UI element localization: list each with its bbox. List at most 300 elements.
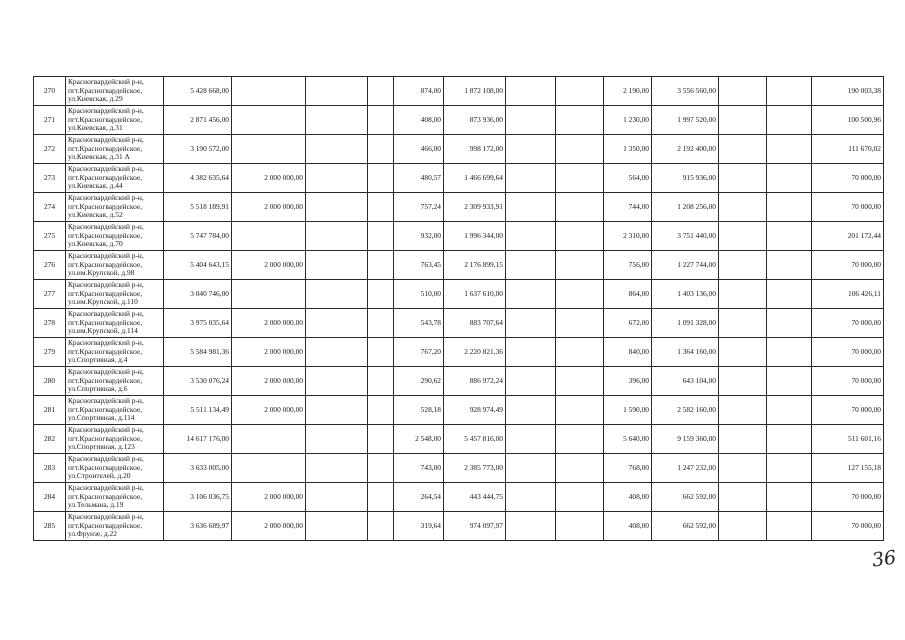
empty-cell [306,338,368,367]
address-cell [66,280,164,309]
budget-funds-cell: 2 000 000,00 [232,367,306,396]
address-cell [66,483,164,512]
address-line: пгт.Красногвардейское, [68,346,143,356]
total-cost-cell: 3 190 572,00 [164,135,232,164]
empty-cell [368,193,394,222]
table-row [34,193,884,222]
area-2-cell: 1 590,00 [604,396,652,425]
address-cell [66,77,164,106]
address-cell [66,396,164,425]
cost-1-cell: 443 444,75 [444,483,506,512]
budget-funds-cell [232,77,306,106]
area-2-cell: 840,00 [604,338,652,367]
empty-cell [506,135,556,164]
table-row [34,367,884,396]
address-line: пгт.Красногвардейское, [68,85,143,95]
area-2-cell: 744,00 [604,193,652,222]
cost-1-cell: 883 707,64 [444,309,506,338]
empty-cell [719,77,767,106]
empty-cell [719,309,767,338]
area-2-cell: 408,00 [604,483,652,512]
address-line: пгт.Красногвардейское, [68,462,143,472]
empty-cell [506,193,556,222]
empty-cell [506,309,556,338]
cost-1-cell: 1 996 344,00 [444,222,506,251]
total-cost-cell: 4 382 635,64 [164,164,232,193]
row-number: 279 [34,338,66,367]
empty-cell [767,512,812,541]
area-1-cell: 290,62 [394,367,444,396]
empty-cell [556,222,604,251]
expert-fee-cell: 70 000,00 [812,193,884,222]
empty-cell [719,164,767,193]
empty-cell [556,425,604,454]
budget-funds-cell: 2 000 000,00 [232,483,306,512]
expert-fee-cell: 70 000,00 [812,483,884,512]
empty-cell [368,338,394,367]
empty-cell [306,367,368,396]
row-number: 274 [34,193,66,222]
empty-cell [368,309,394,338]
table-row [34,425,884,454]
empty-cell [506,338,556,367]
table-row [34,396,884,425]
empty-cell [368,280,394,309]
empty-cell [556,251,604,280]
empty-cell [767,251,812,280]
cost-2-cell: 2 192 400,00 [652,135,719,164]
empty-cell [719,222,767,251]
area-2-cell: 756,00 [604,251,652,280]
address-cell [66,106,164,135]
expert-fee-cell: 70 000,00 [812,251,884,280]
area-2-cell: 2 310,00 [604,222,652,251]
empty-cell [767,338,812,367]
cost-1-cell: 998 172,00 [444,135,506,164]
empty-cell [506,425,556,454]
total-cost-cell: 5 584 981,36 [164,338,232,367]
empty-cell [767,367,812,396]
area-1-cell: 480,57 [394,164,444,193]
empty-cell [306,135,368,164]
empty-cell [556,396,604,425]
total-cost-cell: 14 617 176,00 [164,425,232,454]
row-number: 280 [34,367,66,396]
table-row [34,454,884,483]
empty-cell [506,454,556,483]
empty-cell [767,454,812,483]
address-line: пгт.Красногвардейское, [68,143,143,153]
address-line: Красногвардейский р-н, [68,251,144,261]
empty-cell [506,512,556,541]
empty-cell [306,309,368,338]
address-line: Красногвардейский р-н, [68,512,144,522]
empty-cell [556,367,604,396]
budget-funds-cell [232,222,306,251]
total-cost-cell: 5 428 668,00 [164,77,232,106]
cost-1-cell: 5 457 816,00 [444,425,506,454]
cost-1-cell: 2 176 899,15 [444,251,506,280]
expert-fee-cell: 70 000,00 [812,338,884,367]
address-line: Красногвардейский р-н, [68,106,144,116]
empty-cell [719,454,767,483]
address-line: ул.Спортивная, д.123 [68,442,135,452]
empty-cell [556,193,604,222]
expert-fee-cell: 190 003,38 [812,77,884,106]
empty-cell [506,164,556,193]
budget-funds-cell: 2 000 000,00 [232,164,306,193]
empty-cell [368,77,394,106]
empty-cell [767,193,812,222]
table-row [34,338,884,367]
area-2-cell: 672,00 [604,309,652,338]
empty-cell [306,222,368,251]
area-1-cell: 757,24 [394,193,444,222]
empty-cell [368,483,394,512]
total-cost-cell: 3 040 746,00 [164,280,232,309]
cost-2-cell: 1 247 232,00 [652,454,719,483]
empty-cell [556,280,604,309]
address-line: пгт.Красногвардейское, [68,288,143,298]
address-line: Красногвардейский р-н, [68,309,144,319]
row-number: 278 [34,309,66,338]
empty-cell [306,425,368,454]
budget-funds-cell [232,106,306,135]
total-cost-cell: 5 518 189,91 [164,193,232,222]
empty-cell [368,106,394,135]
empty-cell [506,106,556,135]
empty-cell [368,512,394,541]
address-cell [66,164,164,193]
area-1-cell: 466,00 [394,135,444,164]
address-line: ул.Киевская, д.31 [68,123,123,133]
empty-cell [719,367,767,396]
empty-cell [719,483,767,512]
budget-funds-cell [232,425,306,454]
address-line: Красногвардейский р-н, [68,454,144,464]
cost-1-cell: 1 466 699,64 [444,164,506,193]
empty-cell [556,512,604,541]
budget-funds-cell: 2 000 000,00 [232,512,306,541]
address-line: ул.Киевская, д.29 [68,94,123,104]
empty-cell [368,396,394,425]
empty-cell [506,396,556,425]
cost-1-cell: 873 936,00 [444,106,506,135]
table-row [34,251,884,280]
row-number: 281 [34,396,66,425]
area-1-cell: 543,78 [394,309,444,338]
address-line: пгт.Красногвардейское, [68,114,143,124]
empty-cell [767,77,812,106]
row-number: 272 [34,135,66,164]
empty-cell [306,483,368,512]
cost-1-cell: 974 097,97 [444,512,506,541]
address-line: пгт.Красногвардейское, [68,201,143,211]
address-line: Красногвардейский р-н, [68,367,144,377]
empty-cell [368,222,394,251]
cost-1-cell: 1 637 610,00 [444,280,506,309]
area-2-cell: 864,00 [604,280,652,309]
area-2-cell: 396,00 [604,367,652,396]
row-number: 282 [34,425,66,454]
total-cost-cell: 3 530 076,24 [164,367,232,396]
expert-fee-cell: 70 000,00 [812,164,884,193]
total-cost-cell: 2 871 456,00 [164,106,232,135]
area-2-cell: 564,00 [604,164,652,193]
address-line: Красногвардейский р-н, [68,396,144,406]
empty-cell [556,135,604,164]
empty-cell [556,483,604,512]
address-line: Красногвардейский р-н, [68,483,144,493]
empty-cell [368,425,394,454]
empty-cell [556,77,604,106]
table-row [34,280,884,309]
address-cell [66,251,164,280]
budget-funds-cell: 2 000 000,00 [232,251,306,280]
area-1-cell: 528,18 [394,396,444,425]
area-2-cell: 2 190,00 [604,77,652,106]
address-line: Красногвардейский р-н, [68,77,144,87]
budget-funds-cell: 2 000 000,00 [232,309,306,338]
address-line: ул.Спортивная, д.114 [68,413,135,423]
area-1-cell: 264,54 [394,483,444,512]
empty-cell [506,280,556,309]
address-line: пгт.Красногвардейское, [68,230,143,240]
expert-fee-cell: 70 000,00 [812,396,884,425]
empty-cell [556,164,604,193]
expert-fee-cell: 111 670,02 [812,135,884,164]
address-line: ул.Тельмана, д.19 [68,500,124,510]
area-2-cell: 768,00 [604,454,652,483]
cost-2-cell: 1 364 160,00 [652,338,719,367]
cost-1-cell: 886 972,24 [444,367,506,396]
cost-1-cell: 2 385 773,00 [444,454,506,483]
empty-cell [306,512,368,541]
row-number: 273 [34,164,66,193]
empty-cell [368,135,394,164]
cost-2-cell: 2 582 160,00 [652,396,719,425]
empty-cell [306,77,368,106]
address-line: пгт.Красногвардейское, [68,404,143,414]
address-line: Красногвардейский р-н, [68,280,144,290]
empty-cell [306,280,368,309]
empty-cell [719,135,767,164]
total-cost-cell: 5 747 784,00 [164,222,232,251]
empty-cell [556,454,604,483]
empty-cell [719,106,767,135]
address-cell [66,193,164,222]
empty-cell [719,396,767,425]
address-line: ул.Спортивная, д.6 [68,384,128,394]
cost-1-cell: 1 872 108,00 [444,77,506,106]
empty-cell [368,164,394,193]
budget-funds-cell [232,454,306,483]
empty-cell [556,309,604,338]
budget-funds-cell: 2 000 000,00 [232,396,306,425]
address-line: ул.Киевская, д.70 [68,239,123,249]
cost-2-cell: 1 227 744,00 [652,251,719,280]
area-1-cell: 510,00 [394,280,444,309]
total-cost-cell: 3 106 036,75 [164,483,232,512]
cost-2-cell: 1 403 136,00 [652,280,719,309]
row-number: 285 [34,512,66,541]
table-row [34,309,884,338]
empty-cell [719,193,767,222]
table-row [34,483,884,512]
empty-cell [306,193,368,222]
address-line: пгт.Красногвардейское, [68,520,143,530]
empty-cell [506,483,556,512]
cost-2-cell: 3 556 560,00 [652,77,719,106]
empty-cell [368,367,394,396]
cost-1-cell: 2 220 821,36 [444,338,506,367]
row-number: 284 [34,483,66,512]
address-line: ул.им.Крупской, д.98 [68,268,135,278]
area-1-cell: 743,00 [394,454,444,483]
empty-cell [767,425,812,454]
empty-cell [767,309,812,338]
address-line: Красногвардейский р-н, [68,425,144,435]
cost-2-cell: 1 208 256,00 [652,193,719,222]
empty-cell [767,280,812,309]
address-cell [66,454,164,483]
address-cell [66,309,164,338]
address-cell [66,425,164,454]
row-number: 277 [34,280,66,309]
table-row [34,106,884,135]
total-cost-cell: 3 636 689,97 [164,512,232,541]
area-1-cell: 767,20 [394,338,444,367]
empty-cell [368,454,394,483]
empty-cell [767,164,812,193]
empty-cell [306,251,368,280]
empty-cell [306,454,368,483]
empty-cell [719,338,767,367]
area-2-cell: 5 640,00 [604,425,652,454]
cost-1-cell: 2 309 933,91 [444,193,506,222]
address-line: Красногвардейский р-н, [68,338,144,348]
area-2-cell: 1 230,00 [604,106,652,135]
budget-funds-cell [232,135,306,164]
empty-cell [767,396,812,425]
empty-cell [506,222,556,251]
address-cell [66,135,164,164]
empty-cell [506,367,556,396]
address-line: Красногвардейский р-н, [68,135,144,145]
expert-fee-cell: 70 000,00 [812,309,884,338]
address-cell [66,367,164,396]
table-row [34,77,884,106]
address-line: пгт.Красногвардейское, [68,317,143,327]
area-2-cell: 1 350,00 [604,135,652,164]
row-number: 271 [34,106,66,135]
empty-cell [719,280,767,309]
address-line: ул.Киевская, д.44 [68,181,123,191]
expert-fee-cell: 100 500,96 [812,106,884,135]
expert-fee-cell: 127 155,18 [812,454,884,483]
total-cost-cell: 5 511 134,49 [164,396,232,425]
address-line: ул.Киевская, д.52 [68,210,123,220]
cost-2-cell: 3 751 440,00 [652,222,719,251]
cost-2-cell: 662 592,00 [652,483,719,512]
expert-fee-cell: 106 426,11 [812,280,884,309]
cost-2-cell: 9 159 360,00 [652,425,719,454]
empty-cell [306,396,368,425]
address-line: пгт.Красногвардейское, [68,259,143,269]
empty-cell [506,77,556,106]
row-number: 276 [34,251,66,280]
expert-fee-cell: 70 000,00 [812,512,884,541]
row-number: 270 [34,77,66,106]
table-row [34,164,884,193]
cost-2-cell: 662 592,00 [652,512,719,541]
address-line: ул.Киевская, д.31 А [68,152,130,162]
expert-fee-cell: 511 601,16 [812,425,884,454]
empty-cell [767,106,812,135]
area-1-cell: 763,45 [394,251,444,280]
total-cost-cell: 5 404 643,15 [164,251,232,280]
address-line: ул.Строителей, д.20 [68,471,131,481]
total-cost-cell: 3 633 005,00 [164,454,232,483]
expert-fee-cell: 201 172,44 [812,222,884,251]
row-number: 275 [34,222,66,251]
address-cell [66,222,164,251]
address-line: пгт.Красногвардейское, [68,433,143,443]
table-row [34,222,884,251]
empty-cell [368,251,394,280]
empty-cell [719,251,767,280]
address-cell [66,512,164,541]
area-1-cell: 932,00 [394,222,444,251]
address-line: ул.им.Крупской, д.114 [68,326,138,336]
area-1-cell: 2 548,00 [394,425,444,454]
cost-2-cell: 1 997 520,00 [652,106,719,135]
empty-cell [767,135,812,164]
cost-2-cell: 1 091 328,00 [652,309,719,338]
table-row [34,135,884,164]
address-line: Красногвардейский р-н, [68,164,144,174]
empty-cell [719,512,767,541]
area-1-cell: 874,00 [394,77,444,106]
empty-cell [306,106,368,135]
area-1-cell: 319,64 [394,512,444,541]
empty-cell [767,222,812,251]
area-1-cell: 408,00 [394,106,444,135]
address-cell [66,338,164,367]
address-line: ул.Фрунзе, д.22 [68,529,117,539]
address-line: ул.им.Крупской, д.110 [68,297,138,307]
budget-funds-cell: 2 000 000,00 [232,193,306,222]
cost-2-cell: 643 104,00 [652,367,719,396]
row-number: 283 [34,454,66,483]
expert-fee-cell: 70 000,00 [812,367,884,396]
address-line: ул.Спортивная, д.4 [68,355,128,365]
register-table [33,76,884,541]
empty-cell [719,425,767,454]
area-2-cell: 408,00 [604,512,652,541]
empty-cell [767,483,812,512]
register-table-body [34,77,884,541]
budget-funds-cell: 2 000 000,00 [232,338,306,367]
address-line: пгт.Красногвардейское, [68,375,143,385]
empty-cell [506,251,556,280]
table-row [34,512,884,541]
cost-2-cell: 915 936,00 [652,164,719,193]
empty-cell [556,106,604,135]
budget-funds-cell [232,280,306,309]
page-number: 36 [870,546,898,572]
total-cost-cell: 3 975 035,64 [164,309,232,338]
